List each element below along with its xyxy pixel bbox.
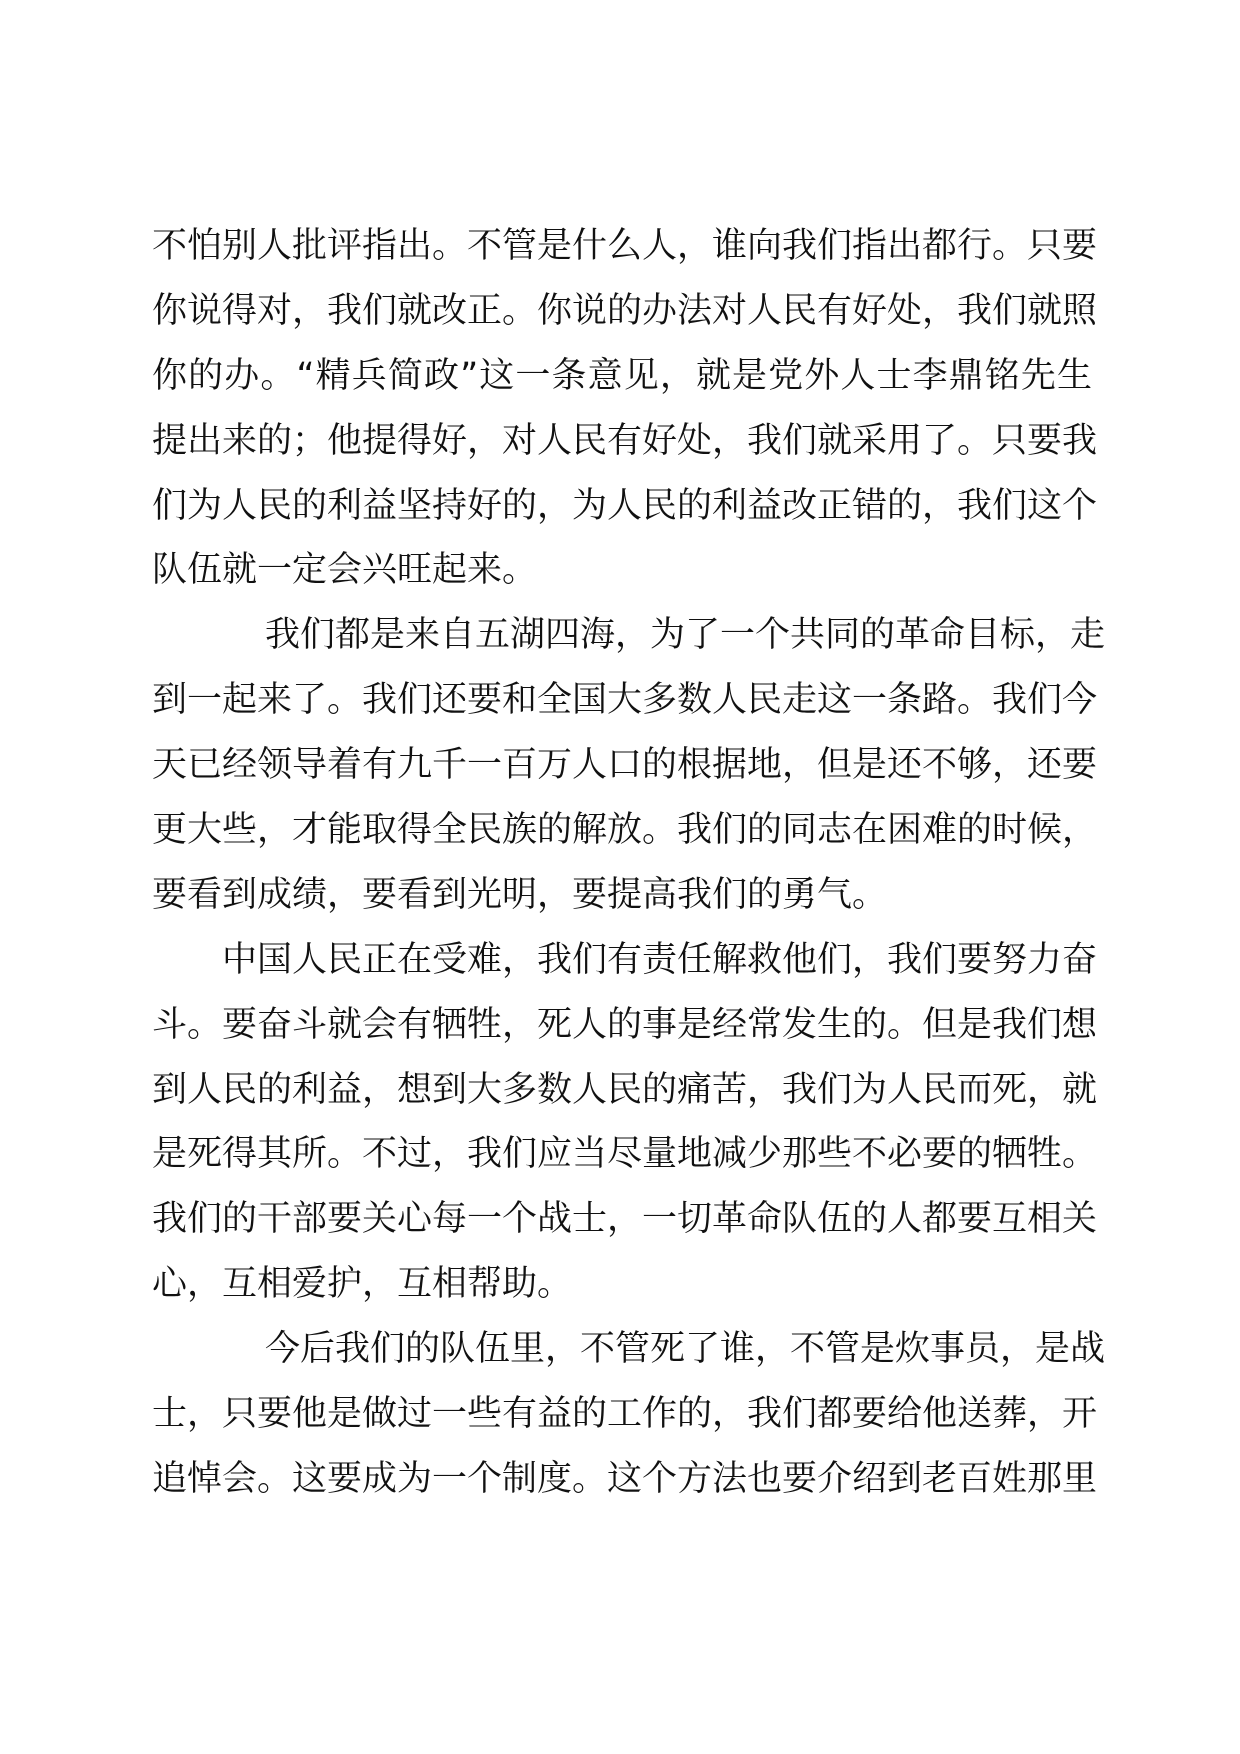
text-line: 要看到成绩，要看到光明，要提高我们的勇气。 <box>152 874 888 915</box>
text-line: 天已经领导着有九千一百万人口的根据地，但是还不够，还要 <box>152 745 1098 786</box>
text-line: 不怕别人批评指出。不管是什么人，谁向我们指出都行。只要 <box>152 226 1098 266</box>
text-line: 到人民的利益，想到大多数人民的痛苦，我们为人民而死，就 <box>152 1069 1098 1110</box>
text-line: 是死得其所。不过，我们应当尽量地减少那些不必要的牺牲。 <box>152 1134 1098 1175</box>
text-line: 更大些，才能取得全民族的解放。我们的同志在困难的时候， <box>152 810 1098 851</box>
text-line: 提出来的；他提得好，对人民有好处，我们就采用了。只要我 <box>152 420 1098 461</box>
text-line: 队伍就一定会兴旺起来。 <box>152 550 538 591</box>
text-line: 斗。要奋斗就会有牺牲，死人的事是经常发生的。但是我们想 <box>152 1004 1098 1045</box>
text-line: 们为人民的利益坚持好的，为人民的利益改正错的，我们这个 <box>152 485 1098 526</box>
text-line: 士，只要他是做过一些有益的工作的，我们都要给他送葬，开 <box>152 1394 1098 1435</box>
text-line: 到一起来了。我们还要和全国大多数人民走这一条路。我们今 <box>152 680 1098 721</box>
text-line: 心，互相爱护，互相帮助。 <box>152 1264 573 1305</box>
text-line: 你说得对，我们就改正。你说的办法对人民有好处，我们就照 <box>152 290 1098 331</box>
body-text <box>152 214 1106 1512</box>
text-line: 你的办。“精兵简政”这一条意见，就是党外人士李鼎铭先生 <box>152 355 1092 396</box>
paragraph-first-line: 我们都是来自五湖四海，为了一个共同的革命目标，走 <box>265 615 1106 656</box>
paragraph-first-line: 今后我们的队伍里，不管死了谁，不管是炊事员，是战 <box>265 1329 1106 1370</box>
paragraph-first-line: 中国人民正在受难，我们有责任解救他们，我们要努力奋 <box>222 939 1098 980</box>
text-line: 追悼会。这要成为一个制度。这个方法也要介绍到老百姓那里 <box>152 1458 1098 1499</box>
text-line: 我们的干部要关心每一个战士，一切革命队伍的人都要互相关 <box>152 1199 1098 1240</box>
